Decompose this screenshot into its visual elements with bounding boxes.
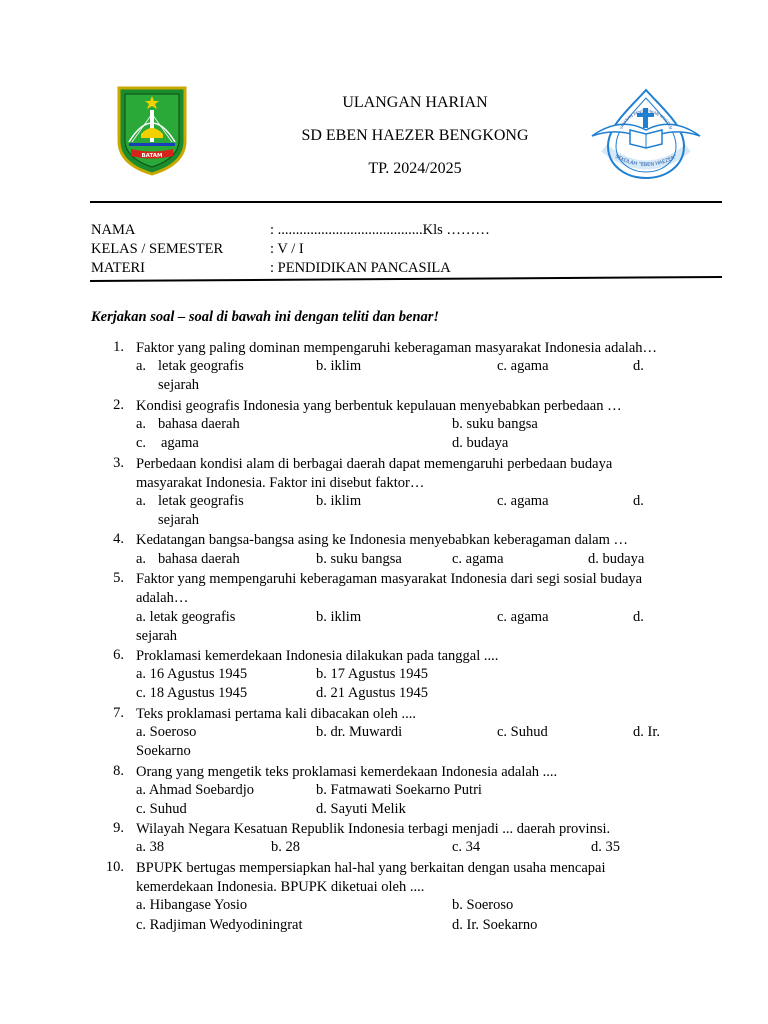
question-text: BPUPK bertugas mempersiapkan hal-hal yang berkaitan dengan usaha mencapai: [136, 860, 606, 876]
option-d-label: d.: [633, 609, 644, 625]
question-number: 5.: [113, 570, 124, 586]
option-label: a.: [136, 416, 147, 432]
question-number: 9.: [113, 820, 124, 836]
option-a: a. Hibangase Yosio: [136, 897, 248, 913]
option-d-label: d.: [633, 358, 644, 374]
option-a: a. letak geografis: [136, 609, 236, 625]
question-number: 10.: [105, 859, 124, 875]
option-c: agama: [161, 435, 199, 451]
option-a: a. Soeroso: [136, 724, 197, 740]
option-b: b. 28: [271, 839, 300, 855]
question-text: Kedatangan bangsa-bangsa asing ke Indonesia menyebabkan keberagaman dalam …: [136, 532, 629, 548]
info-label-kelas: KELAS / SEMESTER: [91, 241, 224, 257]
option-label: a.: [136, 358, 147, 374]
option-a: a. Ahmad Soebardjo: [136, 782, 254, 798]
svg-text:YAYASAN PENDIDIKAN KRISTEN: YAYASAN PENDIDIKAN KRISTEN: [618, 108, 674, 131]
question-number: 4.: [113, 531, 124, 547]
option-d-label: d. Ir.: [633, 724, 660, 740]
option-d: sejarah: [136, 628, 178, 644]
option-c: c. agama: [452, 551, 504, 567]
option-d: d. Ir. Soekarno: [452, 917, 538, 933]
option-d: d. 21 Agustus 1945: [316, 685, 428, 701]
option-d: sejarah: [158, 377, 200, 393]
option-d: d. budaya: [452, 435, 509, 451]
info-value-nama: : ........................................Kls ………: [270, 222, 490, 238]
question-number: 2.: [113, 397, 124, 413]
option-d-label: d.: [633, 493, 644, 509]
question-text: Wilayah Negara Kesatuan Republik Indonesia terbagi menjadi ... daerah provinsi.: [136, 821, 611, 837]
option-a: letak geografis: [158, 358, 244, 374]
svg-text:SEKOLAH "EBEN HAEZER": SEKOLAH "EBEN HAEZER": [614, 153, 678, 169]
option-label: a.: [136, 493, 147, 509]
question-number: 8.: [113, 763, 124, 779]
option-c: c. agama: [497, 358, 549, 374]
option-c: c. 34: [452, 839, 481, 855]
question-text-line2: adalah…: [136, 590, 189, 606]
info-value-kelas: : V / I: [270, 241, 304, 257]
question-text: Proklamasi kemerdekaan Indonesia dilakukan pada tanggal ....: [136, 648, 499, 664]
option-b: b. iklim: [316, 609, 362, 625]
option-a: bahasa daerah: [158, 551, 240, 567]
option-d: d. Sayuti Melik: [316, 801, 406, 817]
option-c-label: c.: [136, 435, 147, 451]
option-c: c. Radjiman Wedyodiningrat: [136, 917, 303, 933]
question-text-line2: masyarakat Indonesia. Faktor ini disebut faktor…: [136, 475, 425, 491]
header-divider: [90, 201, 722, 203]
info-label-materi: MATERI: [91, 260, 145, 276]
option-a: a. 16 Agustus 1945: [136, 666, 248, 682]
option-b: b. dr. Muwardi: [316, 724, 403, 740]
exam-title: ULANGAN HARIAN: [342, 94, 488, 111]
instruction-text: Kerjakan soal – soal di bawah ini dengan teliti dan benar!: [91, 309, 440, 325]
option-label: a.: [136, 551, 147, 567]
info-label-nama: NAMA: [91, 222, 136, 238]
option-a: bahasa daerah: [158, 416, 240, 432]
option-b: b. iklim: [316, 493, 362, 509]
question-number: 1.: [113, 339, 124, 355]
option-b: b. Soeroso: [452, 897, 514, 913]
question-text: Perbedaan kondisi alam di berbagai daerah dapat memengaruhi perbedaan budaya: [136, 456, 613, 472]
question-text: Faktor yang paling dominan mempengaruhi keberagaman masyarakat Indonesia adalah…: [136, 340, 658, 356]
option-a: letak geografis: [158, 493, 244, 509]
question-number: 6.: [113, 647, 124, 663]
option-b: b. suku bangsa: [452, 416, 538, 432]
option-c: c. 18 Agustus 1945: [136, 685, 248, 701]
option-c: c. agama: [497, 609, 549, 625]
option-d: sejarah: [158, 512, 200, 528]
option-b: b. Fatmawati Soekarno Putri: [316, 782, 482, 798]
option-a: a. 38: [136, 839, 165, 855]
question-text: Faktor yang mempengaruhi keberagaman masyarakat Indonesia dari segi sosial budaya: [136, 571, 643, 587]
svg-text:BATAM: BATAM: [141, 153, 163, 159]
option-c: c. Suhud: [136, 801, 187, 817]
option-d: d. 35: [591, 839, 620, 855]
question-number: 3.: [113, 455, 124, 471]
question-text: Teks proklamasi pertama kali dibacakan oleh ....: [136, 706, 417, 722]
school-name: SD EBEN HAEZER BENGKONG: [301, 127, 529, 144]
info-value-materi: : PENDIDIKAN PANCASILA: [270, 260, 451, 276]
option-b: b. suku bangsa: [316, 551, 402, 567]
option-b: b. 17 Agustus 1945: [316, 666, 428, 682]
info-divider: [90, 276, 730, 284]
option-c: c. Suhud: [497, 724, 548, 740]
option-b: b. iklim: [316, 358, 362, 374]
question-text: Kondisi geografis Indonesia yang berbentuk kepulauan menyebabkan perbedaan …: [136, 398, 622, 414]
question-text: Orang yang mengetik teks proklamasi kemerdekaan Indonesia adalah ....: [136, 764, 558, 780]
option-c: c. agama: [497, 493, 549, 509]
question-number: 7.: [113, 705, 124, 721]
option-d: Soekarno: [136, 743, 191, 759]
school-year: TP. 2024/2025: [368, 160, 462, 177]
option-d: d. budaya: [588, 551, 645, 567]
question-text-line2: kemerdekaan Indonesia. BPUPK diketuai oleh ....: [136, 879, 425, 895]
